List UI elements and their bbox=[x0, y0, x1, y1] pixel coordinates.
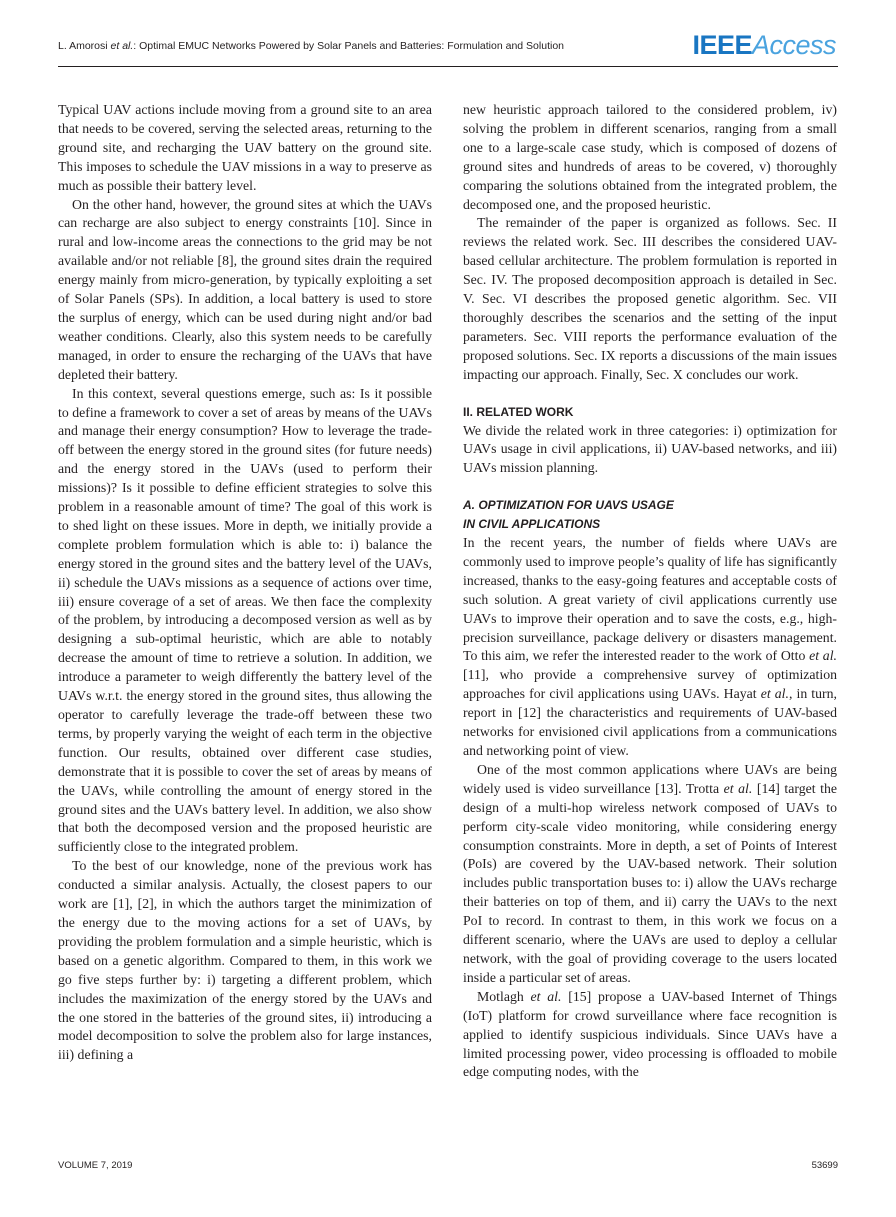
footer-page-number: 53699 bbox=[811, 1160, 838, 1171]
paragraph: To the best of our knowledge, none of the previous work has conducted a similar analysis. Actually, the closest papers to our work are [1], [2], in which the authors target the minimization of the energy due to the moving actions for a set of UAVs, by providing the problem formulation and a simple heuristic, which is based on a genetic algorithm. Compared to them, in this work we go five steps further by: i) targeting a different problem, which includes the maximization of the energy stored by the UAVs and the one stored in the batteries of the ground sites, ii) introducing a model decomposition to solve the problem also for large instances, iii) defining a bbox=[58, 858, 432, 1063]
paragraph: One of the most common applications where UAVs are being widely used is video surveillance [13]. Trotta et al. [14] target the design of a multi-hop wireless network composed of UAVs to perform city-scale video monitoring, while considering energy consumption constraints. More in depth, a set of Points of Interest (PoIs) are covered by the UAV-based network. Their solution includes public transportation buses to: i) allow the UAVs recharge their batteries on top of them, and ii) carry the UAVs to the next PoI to record. In contrast to them, in this work we focus on a different scenario, where the UAVs are used to deploy a cellular network, with the goal of providing coverage to the users located inside a particular set of areas. bbox=[463, 761, 838, 985]
header-etal: et al. bbox=[110, 40, 134, 52]
paragraph: On the other hand, however, the ground sites at which the UAVs can recharge are also subject to energy constraints [10]. Since in rural and low-income areas the connections to the grid may be not available and/or not reliable [8], the ground sites drain the required energy mainly from micro-generation, by typically exploiting a set of Solar Panels (SPs). In addition, a local battery is used to store the surplus of energy, which can be used during night and/or bad weather conditions. Clearly, also this system needs to be carefully managed, in order to ensure the recharging of the UAVs that have depleted their battery. bbox=[58, 196, 432, 382]
paragraph: In the recent years, the number of fields where UAVs are commonly used to improve people’s quality of life has significantly increased, thanks to the easy-going features and acceptable costs of such solution. A great variety of civil applications currently use UAVs to improve their operation and to save the costs, e.g., high-precision surveillance, package delivery or disasters management. To this aim, we refer the interested reader to the work of Otto et al. [11], who provide a comprehensive survey of optimization approaches for civil applications using UAVs. Hayat et al., in turn, report in [12] the characteristics and requirements of UAV-based networks for envisioned civil applications from a communications and networking point of view. bbox=[463, 535, 837, 758]
page-header bbox=[58, 30, 838, 64]
paragraph: Typical UAV actions include moving from a ground site to an area that needs to be covered, serving the selected areas, returning to the ground site, and recharging the UAV battery on the ground site. This imposes to schedule the UAV missions in a way to preserve as much as possible their battery level. bbox=[58, 102, 432, 193]
paragraph: new heuristic approach tailored to the considered problem, iv) solving the problem in different scenarios, ranging from a small one to a large-scale case study, which is composed of dozens of ground sites and hundreds of areas to be covered, v) thoroughly comparing the solutions obtained from the integrated problem, the decomposed one, and the proposed heuristic. bbox=[463, 102, 837, 212]
subsection-heading-line1: A. OPTIMIZATION FOR UAVS USAGE bbox=[463, 498, 674, 513]
header-rule bbox=[58, 66, 838, 67]
paragraph: Motlagh et al. [15] propose a UAV-based Internet of Things (IoT) platform for crowd surveillance where face recognition is applied to identify suspicious individuals. Since UAVs have a limited processing power, video processing is offloaded to mobile edge computing nodes, with the bbox=[463, 988, 837, 1080]
header-authors: L. Amorosi bbox=[58, 40, 108, 52]
section-heading: II. RELATED WORK bbox=[463, 404, 574, 419]
logo-ieee: IEEE bbox=[692, 30, 752, 60]
paragraph: We divide the related work in three categories: i) optimization for UAVs usage in civil applications, ii) UAV-based networks, and iii) UAVs mission planning. bbox=[463, 422, 837, 476]
left-column bbox=[58, 101, 432, 1065]
paragraph: In this context, several questions emerge, such as: Is it possible to define a framework to cover a set of areas by means of the UAVs and manage their energy consumption? How to leverage the trade-off between the energy stored in the ground sites (for future needs) and the energy stored in the UAVs (used to perform their missions)? Is it possible to define efficient strategies to solve this problem in a reasonable amount of time? The goal of this work is to shed light on these issues. More in depth, we initially provide a complete problem formulation which is able to: i) balance the energy stored in the ground sites and the battery level of the UAVs, ii) schedule the UAVs missions as a sequence of actions over time, iii) ensure coverage of a set of areas. We then face the complexity of the problem, by introducing a decomposed version as well as by designing a sub-optimal heuristic, which are able to notably decrease the amount of time to retrieve a solution. In addition, we introduce a parameter to weigh differently the battery level of the UAVs w.r.t. the energy stored in the ground sites, thus allowing the operator to carefully leverage the trade-off between these two terms, by properly varying the weight of each term in the objective function. Our results, obtained over different case studies, demonstrate that it is possible to cover the set of areas by means of the UAVs, while controlling the amount of energy stored in the ground sites and the UAVs battery level. In addition, we also show that both the decomposed version and the proposed heuristic are sufficiently close to the integrated problem. bbox=[58, 385, 432, 855]
subsection-heading-line2: IN CIVIL APPLICATIONS bbox=[463, 517, 601, 532]
subsection-heading bbox=[463, 496, 837, 534]
ieee-access-logo bbox=[692, 30, 836, 60]
logo-access: Access bbox=[751, 30, 836, 60]
paragraph: The remainder of the paper is organized as follows. Sec. II reviews the related work. Sec. III describes the considered UAV-based cellular architecture. The problem formulation is reported in Sec. IV. The proposed decomposition approach is detailed in Sec. V. Sec. VI describes the proposed genetic algorithm. Sec. VII thoroughly describes the scenarios and the setting of the input parameters. Sec. VIII reports the performance evaluation of the proposed solutions. Sec. IX reports a discussions of the main issues impacting our approach. Finally, Sec. X concludes our work. bbox=[463, 215, 837, 382]
running-title bbox=[58, 40, 564, 52]
right-column bbox=[463, 101, 837, 1082]
footer-volume: VOLUME 7, 2019 bbox=[58, 1160, 133, 1171]
header-title: : Optimal EMUC Networks Powered by Solar Panels and Batteries: Formulation and Solution bbox=[133, 40, 564, 52]
